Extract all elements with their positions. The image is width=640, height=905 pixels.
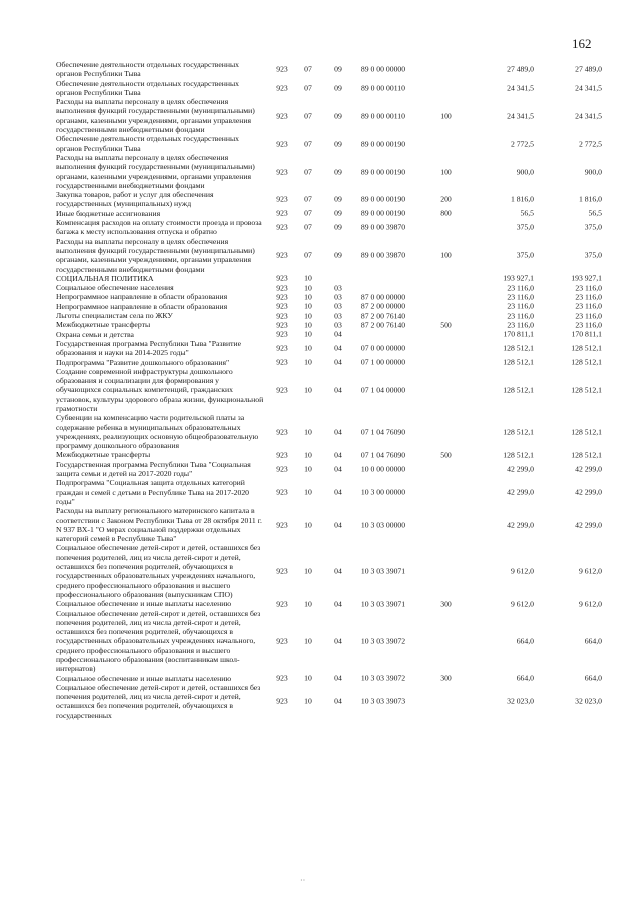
expense-type-code: 100 xyxy=(440,111,452,121)
subsection-code: 03 xyxy=(334,301,342,311)
table-row xyxy=(56,358,618,367)
table-row xyxy=(56,599,618,608)
expense-name: Льготы специалистам села по ЖКУ xyxy=(56,311,173,321)
expense-name: Иные бюджетные ассигнования xyxy=(56,208,161,218)
section-code: 10 xyxy=(304,450,312,460)
section-code: 10 xyxy=(304,520,312,530)
target-article-code: 89 0 00 39870 xyxy=(360,222,406,232)
table-row xyxy=(56,237,618,274)
ministry-code: 923 xyxy=(276,343,288,353)
section-code: 07 xyxy=(304,83,312,93)
table-row xyxy=(56,292,618,301)
subsection-code: 04 xyxy=(334,385,342,395)
expense-name: Субвенции на компенсацию части родительской платы за содержание ребенка в муниципальных образовательных учреждениях, реализующих основную общеобразовательную программу дошкольного образования xyxy=(56,413,259,451)
amount-approved: 1 816,0 xyxy=(578,194,602,204)
amount-planned: 193 927,1 xyxy=(503,273,534,283)
expense-name: Социальное обеспечение и иные выплаты населению xyxy=(56,599,232,609)
target-article-code: 89 0 00 00190 xyxy=(360,166,406,176)
amount-planned: 664,0 xyxy=(516,636,534,646)
expense-type-code: 300 xyxy=(440,673,452,683)
ministry-code: 923 xyxy=(276,64,288,74)
amount-planned: 24 341,5 xyxy=(507,83,534,93)
amount-planned: 900,0 xyxy=(516,166,534,176)
table-row xyxy=(56,311,618,320)
expense-name: Расходы на выплаты персоналу в целях обеспечения выполнения функций государственными (муниципальными) органами, казенными учреждениями, органами управления государственными внебюджетными фондами xyxy=(56,152,255,190)
subsection-code: 04 xyxy=(334,520,342,530)
amount-planned: 375,0 xyxy=(516,222,534,232)
subsection-code: 04 xyxy=(334,599,342,609)
section-code: 07 xyxy=(304,222,312,232)
subsection-code: 09 xyxy=(334,166,342,176)
amount-planned: 42 299,0 xyxy=(507,487,534,497)
amount-approved: 23 116,0 xyxy=(575,320,602,330)
page-footer-mark: ·· xyxy=(300,876,306,885)
amount-approved: 23 116,0 xyxy=(575,301,602,311)
expense-name: Межбюджетные трансферты xyxy=(56,320,151,330)
ministry-code: 923 xyxy=(276,301,288,311)
ministry-code: 923 xyxy=(276,487,288,497)
target-article-code: 10 3 03 39072 xyxy=(360,673,406,683)
expense-name: Социальное обеспечение детей-сирот и детей, оставшихся без попечения родителей, лиц из числа детей-сирот и детей, оставшихся без попечения родителей, обучающихся в государственных образовательных учреждениях начального, среднего профессионального образования и высшего профессионального образования (воспитанникам школ-интернатов) xyxy=(56,608,261,674)
amount-approved: 32 023,0 xyxy=(575,696,602,706)
subsection-code: 03 xyxy=(334,311,342,321)
amount-planned: 56,5 xyxy=(520,208,534,218)
subsection-code: 03 xyxy=(334,292,342,302)
subsection-code: 04 xyxy=(334,566,342,576)
target-article-code: 10 3 03 39073 xyxy=(360,696,406,706)
expense-name: Расходы на выплату регионального материнского капитала в соответствии с Законом Республики Тыва от 28 октября 2011 г. N 937 ВХ-1 "О мерах социальной поддержки отдельных категорий семей в Республике Тыва" xyxy=(56,506,262,544)
expense-type-code: 500 xyxy=(440,450,452,460)
expense-name: Закупка товаров, работ и услуг для обеспечения государственных (муниципальных) нужд xyxy=(56,190,214,209)
ministry-code: 923 xyxy=(276,311,288,321)
section-code: 10 xyxy=(304,566,312,576)
target-article-code: 89 0 00 00190 xyxy=(360,139,406,149)
subsection-code: 04 xyxy=(334,329,342,339)
table-row xyxy=(56,218,618,237)
expense-name: Создание современной инфраструктуры дошкольного образования и социализации для формирования у обучающихся социальных компетенций, гражданских установок, культуры здорового образа жизни, функциональной грамотности xyxy=(56,366,264,413)
subsection-code: 09 xyxy=(334,64,342,74)
expense-name: Обеспечение деятельности отдельных государственных органов Республики Тыва xyxy=(56,60,240,79)
subsection-code: 04 xyxy=(334,357,342,367)
amount-planned: 375,0 xyxy=(516,250,534,260)
amount-approved: 900,0 xyxy=(584,166,602,176)
section-code: 10 xyxy=(304,696,312,706)
ministry-code: 923 xyxy=(276,273,288,283)
subsection-code: 09 xyxy=(334,208,342,218)
table-row xyxy=(56,97,618,134)
section-code: 07 xyxy=(304,139,312,149)
section-code: 07 xyxy=(304,250,312,260)
target-article-code: 89 0 00 00110 xyxy=(361,83,405,93)
ministry-code: 923 xyxy=(276,673,288,683)
table-row xyxy=(56,190,618,209)
amount-approved: 128 512,1 xyxy=(571,427,602,437)
expense-name: СОЦИАЛЬНАЯ ПОЛИТИКА xyxy=(56,273,154,283)
section-code: 10 xyxy=(304,329,312,339)
amount-planned: 128 512,1 xyxy=(503,357,534,367)
ministry-code: 923 xyxy=(276,357,288,367)
target-article-code: 07 1 04 76090 xyxy=(360,450,406,460)
table-row xyxy=(56,478,618,506)
ministry-code: 923 xyxy=(276,385,288,395)
expense-name: Непрограммное направление в области образования xyxy=(56,301,228,311)
expense-name: Обеспечение деятельности отдельных государственных органов Республики Тыва xyxy=(56,78,240,97)
amount-planned: 42 299,0 xyxy=(507,520,534,530)
expense-name: Государственная программа Республики Тыва "Социальная защита семьи и детей на 2017-2020 годы" xyxy=(56,459,251,479)
table-row xyxy=(56,134,618,153)
expense-name: Охрана семьи и детства xyxy=(56,329,134,339)
amount-planned: 32 023,0 xyxy=(507,696,534,706)
table-row xyxy=(56,609,618,674)
subsection-code: 09 xyxy=(334,111,342,121)
table-row xyxy=(56,367,618,413)
expense-name: Социальное обеспечение населения xyxy=(56,283,174,293)
section-code: 10 xyxy=(304,464,312,474)
subsection-code: 04 xyxy=(334,636,342,646)
section-code: 07 xyxy=(304,64,312,74)
section-code: 10 xyxy=(304,343,312,353)
amount-planned: 170 811,1 xyxy=(503,329,534,339)
ministry-code: 923 xyxy=(276,166,288,176)
ministry-code: 923 xyxy=(276,292,288,302)
target-article-code: 87 2 00 00000 xyxy=(360,301,406,311)
table-row xyxy=(56,683,618,720)
subsection-code: 04 xyxy=(334,343,342,353)
amount-approved: 27 489,0 xyxy=(575,64,602,74)
section-code: 07 xyxy=(304,166,312,176)
amount-approved: 23 116,0 xyxy=(575,283,602,293)
section-code: 10 xyxy=(304,599,312,609)
amount-approved: 24 341,5 xyxy=(575,111,602,121)
expense-name: Обеспечение деятельности отдельных государственных органов Республики Тыва xyxy=(56,134,240,153)
table-row xyxy=(56,543,618,599)
amount-approved: 9 612,0 xyxy=(578,566,602,576)
amount-planned: 23 116,0 xyxy=(507,311,534,321)
subsection-code: 09 xyxy=(334,83,342,93)
subsection-code: 09 xyxy=(334,139,342,149)
expense-type-code: 100 xyxy=(440,166,452,176)
expense-name: Социальное обеспечение детей-сирот и детей, оставшихся без попечения родителей, лиц из числа детей-сирот и детей, оставшихся без попечения родителей, обучающихся в государственных образовательных учреждениях начального, среднего профессионального образования и высшего профессионального образования (выпускникам СПО) xyxy=(56,543,261,599)
amount-approved: 9 612,0 xyxy=(578,599,602,609)
table-row xyxy=(56,320,618,329)
table-row xyxy=(56,79,618,98)
section-code: 07 xyxy=(304,194,312,204)
amount-approved: 128 512,1 xyxy=(571,385,602,395)
target-article-code: 87 2 00 76140 xyxy=(360,320,406,330)
expense-name: Компенсация расходов на оплату стоимости проезда и провоза багажа к месту использования отпуска и обратно xyxy=(56,218,262,237)
amount-planned: 23 116,0 xyxy=(507,301,534,311)
section-code: 10 xyxy=(304,636,312,646)
ministry-code: 923 xyxy=(276,599,288,609)
expense-name: Расходы на выплаты персоналу в целях обеспечения выполнения функций государственными (муниципальными) органами, казенными учреждениями, органами управления государственными внебюджетными фондами xyxy=(56,97,255,135)
table-row xyxy=(56,413,618,450)
amount-planned: 128 512,1 xyxy=(503,343,534,353)
ministry-code: 923 xyxy=(276,194,288,204)
target-article-code: 89 0 00 00110 xyxy=(361,111,405,121)
table-row xyxy=(56,283,618,292)
subsection-code: 03 xyxy=(334,320,342,330)
ministry-code: 923 xyxy=(276,208,288,218)
expense-type-code: 200 xyxy=(440,194,452,204)
amount-approved: 375,0 xyxy=(584,250,602,260)
amount-planned: 128 512,1 xyxy=(503,427,534,437)
expense-type-code: 800 xyxy=(440,208,452,218)
expense-name: Социальное обеспечение и иные выплаты населению xyxy=(56,673,232,683)
section-code: 10 xyxy=(304,673,312,683)
amount-approved: 128 512,1 xyxy=(571,343,602,353)
amount-approved: 23 116,0 xyxy=(575,292,602,302)
subsection-code: 03 xyxy=(334,283,342,293)
section-code: 10 xyxy=(304,320,312,330)
ministry-code: 923 xyxy=(276,329,288,339)
target-article-code: 89 0 00 00000 xyxy=(360,64,406,74)
target-article-code: 10 0 00 00000 xyxy=(360,464,406,474)
amount-approved: 42 299,0 xyxy=(575,520,602,530)
expense-name: Государственная программа Республики Тыва "Развитие образования и науки на 2014-2025 годы" xyxy=(56,338,242,358)
amount-approved: 42 299,0 xyxy=(575,464,602,474)
target-article-code: 07 0 00 00000 xyxy=(360,343,406,353)
expense-name: Подпрограмма "Социальная защита отдельных категорий граждан и семей с детьми в Республике Тыва на 2017-2020 годы" xyxy=(56,478,250,506)
target-article-code: 89 0 00 00190 xyxy=(360,194,406,204)
ministry-code: 923 xyxy=(276,520,288,530)
budget-table xyxy=(56,60,618,720)
amount-approved: 170 811,1 xyxy=(571,329,602,339)
table-row xyxy=(56,450,618,459)
subsection-code: 09 xyxy=(334,222,342,232)
section-code: 10 xyxy=(304,311,312,321)
expense-name: Межбюджетные трансферты xyxy=(56,450,151,460)
amount-approved: 375,0 xyxy=(584,222,602,232)
target-article-code: 07 1 04 00000 xyxy=(360,385,406,395)
amount-planned: 23 116,0 xyxy=(507,283,534,293)
table-row xyxy=(56,153,618,190)
ministry-code: 923 xyxy=(276,696,288,706)
subsection-code: 09 xyxy=(334,250,342,260)
target-article-code: 07 1 00 00000 xyxy=(360,357,406,367)
amount-planned: 42 299,0 xyxy=(507,464,534,474)
amount-approved: 128 512,1 xyxy=(571,450,602,460)
table-row xyxy=(56,274,618,283)
target-article-code: 10 3 03 39071 xyxy=(360,566,406,576)
ministry-code: 923 xyxy=(276,636,288,646)
amount-planned: 1 816,0 xyxy=(510,194,534,204)
target-article-code: 87 2 00 76140 xyxy=(360,311,406,321)
ministry-code: 923 xyxy=(276,464,288,474)
target-article-code: 10 3 03 39071 xyxy=(360,599,406,609)
amount-planned: 664,0 xyxy=(516,673,534,683)
ministry-code: 923 xyxy=(276,111,288,121)
subsection-code: 09 xyxy=(334,194,342,204)
target-article-code: 10 3 03 00000 xyxy=(360,520,406,530)
amount-approved: 2 772,5 xyxy=(578,139,602,149)
ministry-code: 923 xyxy=(276,222,288,232)
ministry-code: 923 xyxy=(276,83,288,93)
subsection-code: 04 xyxy=(334,673,342,683)
expense-type-code: 500 xyxy=(440,320,452,330)
section-code: 10 xyxy=(304,292,312,302)
subsection-code: 04 xyxy=(334,464,342,474)
amount-planned: 128 512,1 xyxy=(503,450,534,460)
table-row xyxy=(56,330,618,339)
section-code: 10 xyxy=(304,487,312,497)
subsection-code: 04 xyxy=(334,487,342,497)
amount-planned: 2 772,5 xyxy=(510,139,534,149)
amount-approved: 24 341,5 xyxy=(575,83,602,93)
ministry-code: 923 xyxy=(276,450,288,460)
section-code: 10 xyxy=(304,283,312,293)
amount-approved: 664,0 xyxy=(584,673,602,683)
amount-approved: 193 927,1 xyxy=(571,273,602,283)
target-article-code: 07 1 04 76090 xyxy=(360,427,406,437)
table-row xyxy=(56,674,618,683)
subsection-code: 04 xyxy=(334,696,342,706)
amount-planned: 23 116,0 xyxy=(507,320,534,330)
ministry-code: 923 xyxy=(276,139,288,149)
target-article-code: 10 3 03 39072 xyxy=(360,636,406,646)
page-number: 162 xyxy=(572,36,592,51)
amount-approved: 664,0 xyxy=(584,636,602,646)
amount-approved: 56,5 xyxy=(588,208,602,218)
table-row xyxy=(56,302,618,311)
target-article-code: 89 0 00 39870 xyxy=(360,250,406,260)
amount-approved: 42 299,0 xyxy=(575,487,602,497)
table-row xyxy=(56,209,618,218)
expense-name: Подпрограмма "Развитие дошкольного образования" xyxy=(56,357,230,367)
ministry-code: 923 xyxy=(276,250,288,260)
section-code: 07 xyxy=(304,111,312,121)
expense-name: Социальное обеспечение детей-сирот и детей, оставшихся без попечения родителей, лиц из числа детей-сирот и детей, оставшихся без попечения родителей, обучающихся в государственных xyxy=(56,682,261,720)
amount-planned: 9 612,0 xyxy=(510,566,534,576)
target-article-code: 10 3 00 00000 xyxy=(360,487,406,497)
amount-approved: 128 512,1 xyxy=(571,357,602,367)
expense-name: Непрограммное направление в области образования xyxy=(56,292,228,302)
expense-type-code: 300 xyxy=(440,599,452,609)
table-row xyxy=(56,506,618,543)
expense-name: Расходы на выплаты персоналу в целях обеспечения выполнения функций государственными (муниципальными) органами, казенными учреждениями, органами управления государственными внебюджетными фондами xyxy=(56,236,255,274)
amount-planned: 9 612,0 xyxy=(510,599,534,609)
section-code: 07 xyxy=(304,208,312,218)
table-row xyxy=(56,339,618,358)
section-code: 10 xyxy=(304,427,312,437)
amount-planned: 27 489,0 xyxy=(507,64,534,74)
section-code: 10 xyxy=(304,357,312,367)
ministry-code: 923 xyxy=(276,566,288,576)
target-article-code: 89 0 00 00190 xyxy=(360,208,406,218)
target-article-code: 87 0 00 00000 xyxy=(360,292,406,302)
subsection-code: 04 xyxy=(334,450,342,460)
table-row xyxy=(56,60,618,79)
ministry-code: 923 xyxy=(276,283,288,293)
amount-planned: 128 512,1 xyxy=(503,385,534,395)
ministry-code: 923 xyxy=(276,427,288,437)
amount-approved: 23 116,0 xyxy=(575,311,602,321)
section-code: 10 xyxy=(304,273,312,283)
amount-planned: 24 341,5 xyxy=(507,111,534,121)
subsection-code: 04 xyxy=(334,427,342,437)
section-code: 10 xyxy=(304,385,312,395)
section-code: 10 xyxy=(304,301,312,311)
table-row xyxy=(56,460,618,479)
expense-type-code: 100 xyxy=(440,250,452,260)
amount-planned: 23 116,0 xyxy=(507,292,534,302)
ministry-code: 923 xyxy=(276,320,288,330)
